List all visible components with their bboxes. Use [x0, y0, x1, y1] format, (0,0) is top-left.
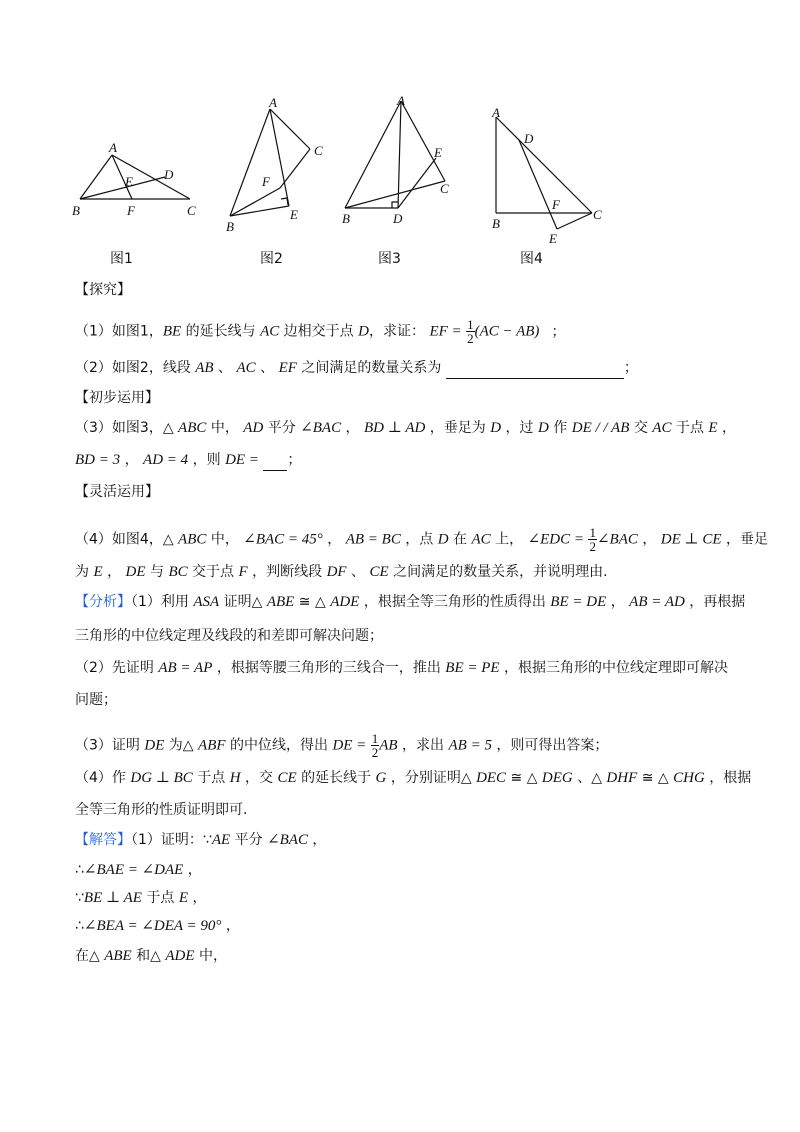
fig3-label-B: B: [342, 211, 350, 226]
analysis-line-5: （3）证明 DE 为△ ABF 的中位线，得出 DE = $\frac{1}{2}$ AB ，求出 AB = 5 ，则可得出答案；: [75, 731, 609, 760]
answer-blank-q2[interactable]: [446, 358, 624, 379]
fig2-label-F: F: [262, 174, 270, 189]
fig4-label-B: B: [492, 216, 500, 231]
solution-line-2: ∴∠BAE = ∠DAE ，: [75, 862, 202, 878]
figure-3-drawing: [345, 101, 445, 208]
solution-line-5: 在△ ABE 和△ ADE 中，: [75, 948, 228, 964]
fig1-caption: 图1: [110, 251, 133, 267]
analysis-tag: 【分析】: [75, 594, 131, 610]
fig2-label-C: C: [314, 143, 323, 158]
analysis-line-2: 三角形的中位线定理及线段的和差即可解决问题；: [75, 628, 383, 644]
section-initial: 【初步运用】: [75, 390, 159, 406]
fig3-label-E: E: [434, 145, 442, 160]
fig4-caption: 图4: [520, 251, 543, 267]
fig3-label-A: A: [397, 95, 405, 108]
question-2: （2）如图2，线段 AB 、 AC 、 EF 之间满足的数量关系为 ；: [75, 358, 638, 379]
analysis-line-6: （4）作 DG ⊥ BC 于点 H ，交 CE 的延长线于 G ，分别证明△ DEC ≅ △ DEG 、△ DHF ≅ △ CHG ，根据: [75, 770, 752, 786]
question-3-line-1: （3）如图3，△ ABC 中， AD 平分 ∠BAC ， BD ⊥ AD ，垂足为 D ，过 D 作 DE / / AB 交 AC 于点 E ，: [75, 420, 736, 436]
analysis-line-4: 问题；: [75, 692, 117, 708]
fig3-label-C: C: [440, 181, 449, 196]
section-explore: 【探究】: [75, 282, 131, 298]
geometry-figures: [60, 95, 620, 245]
solution-tag: 【解答】: [75, 832, 131, 848]
answer-blank-q3[interactable]: [263, 450, 287, 471]
fig4-label-D: D: [524, 131, 534, 146]
fraction-half: $\frac{1}{2}$: [371, 731, 379, 760]
question-3-line-2: BD = 3 ， AD = 4 ，则 DE = ；: [75, 450, 301, 471]
fig2-caption: 图2: [260, 251, 283, 267]
section-flexible: 【灵活运用】: [75, 484, 159, 500]
fig4-label-F: F: [552, 197, 560, 212]
fig2-label-A: A: [269, 95, 277, 110]
fig1-label-D: D: [164, 167, 174, 182]
fig3-caption: 图3: [378, 251, 401, 267]
fig4-label-C: C: [593, 207, 602, 222]
figure-2-drawing: [230, 109, 310, 216]
solution-line-3: ∵BE ⊥ AE 于点 E ，: [75, 890, 207, 906]
fig3-label-D: D: [393, 211, 403, 226]
fig4-label-E: E: [549, 231, 557, 245]
figures-row: [60, 95, 620, 265]
fig4-label-A: A: [492, 105, 500, 120]
question-4-line-1: （4）如图4，△ ABC 中， ∠BAC = 45° ， AB = BC ，点 D 在 AC 上， ∠EDC = $\frac{1}{2}$ ∠BAC ， DE ⊥ CE ，垂足: [75, 525, 769, 554]
solution-line-1: 【解答】（1）证明：∵AE 平分 ∠BAC ，: [75, 832, 327, 848]
fig2-label-E: E: [290, 207, 298, 222]
fig1-label-C: C: [187, 203, 196, 218]
figure-1-drawing: [80, 155, 190, 199]
analysis-line-1: 【分析】（1）利用 ASA 证明△ ABE ≅ △ ADE ，根据全等三角形的性质得出 BE = DE ， AB = AD ，再根据: [75, 594, 746, 610]
question-4-line-2: 为 E ， DE 与 BC 交于点 F ，判断线段 DF 、 CE 之间满足的数量关系，并说明理由.: [75, 564, 608, 580]
fraction-half: $\frac{1}{2}$: [589, 525, 596, 554]
fig2-label-B: B: [226, 219, 234, 234]
fig1-label-B: B: [72, 203, 80, 218]
analysis-line-7: 全等三角形的性质证明即可.: [75, 802, 248, 818]
fraction-half: $\frac{1}{2}$: [467, 317, 474, 346]
fig1-label-A: A: [109, 140, 117, 155]
solution-line-4: ∴∠BEA = ∠DEA = 90° ，: [75, 918, 240, 934]
analysis-line-3: （2）先证明 AB = AP ，根据等腰三角形的三线合一，推出 BE = PE ，根据三角形的中位线定理即可解决: [75, 660, 729, 676]
fig1-label-F: F: [127, 203, 135, 218]
fig1-label-E: E: [125, 174, 133, 189]
question-1: （1）如图1，BE 的延长线与 AC 边相交于点 D，求证： EF = $\frac{1}{2}$ (AC − AB) ；: [75, 317, 566, 346]
figure-4-drawing: [496, 117, 592, 229]
